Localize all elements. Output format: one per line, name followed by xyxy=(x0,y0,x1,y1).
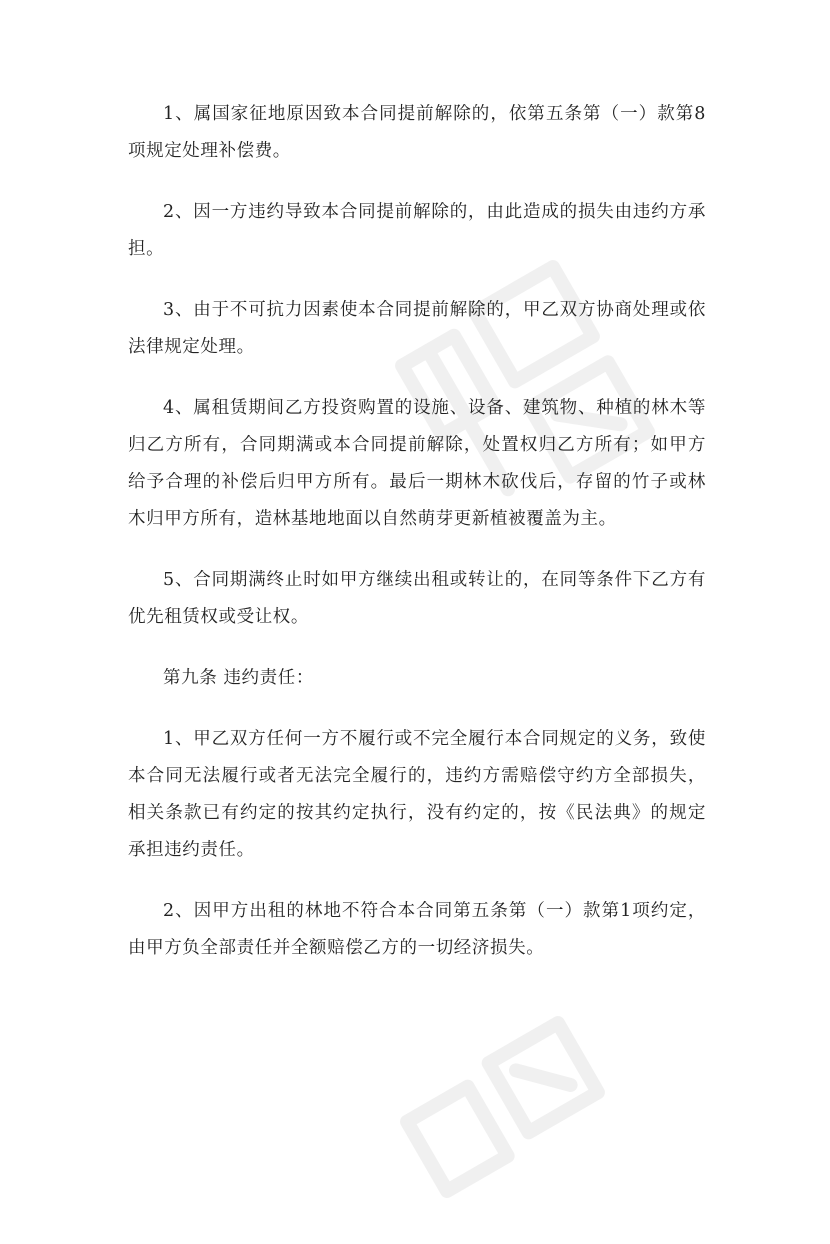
paragraph-6: 1、甲乙双方任何一方不履行或不完全履行本合同规定的义务，致使本合同无法履行或者无法完全履行的，违约方需赔偿守约方全部损失，相关条款已有约定的按其约定执行，没有约定的，按《民法典》的规定承担违约责任。 xyxy=(128,729,706,860)
paragraph-1: 1、属国家征地原因致本合同提前解除的，依第五条第（一）款第8项规定处理补偿费。 xyxy=(128,104,706,161)
paragraph-5: 5、合同期满终止时如甲方继续出租或转让的，在同等条件下乙方有优先租赁权或受让权。 xyxy=(128,570,706,627)
paragraph-3: 3、由于不可抗力因素使本合同提前解除的，甲乙双方协商处理或依法律规定处理。 xyxy=(128,300,706,357)
document-body xyxy=(128,96,706,991)
section-heading-article-9: 第九条 违约责任： xyxy=(163,668,314,688)
watermark-logo-bottom xyxy=(375,996,646,1244)
paragraph-7: 2、因甲方出租的林地不符合本合同第五条第（一）款第1项约定，由甲方负全部责任并全额赔偿乙方的一切经济损失。 xyxy=(128,901,706,958)
paragraph-2: 2、因一方违约导致本合同提前解除的，由此造成的损失由违约方承担。 xyxy=(128,202,706,259)
paragraph-4: 4、属租赁期间乙方投资购置的设施、设备、建筑物、种植的林木等归乙方所有，合同期满或本合同提前解除，处置权归乙方所有；如甲方给予合理的补偿后归甲方所有。最后一期林木砍伐后，存留的竹子或林木归甲方所有，造林基地地面以自然萌芽更新植被覆盖为主。 xyxy=(128,398,706,529)
